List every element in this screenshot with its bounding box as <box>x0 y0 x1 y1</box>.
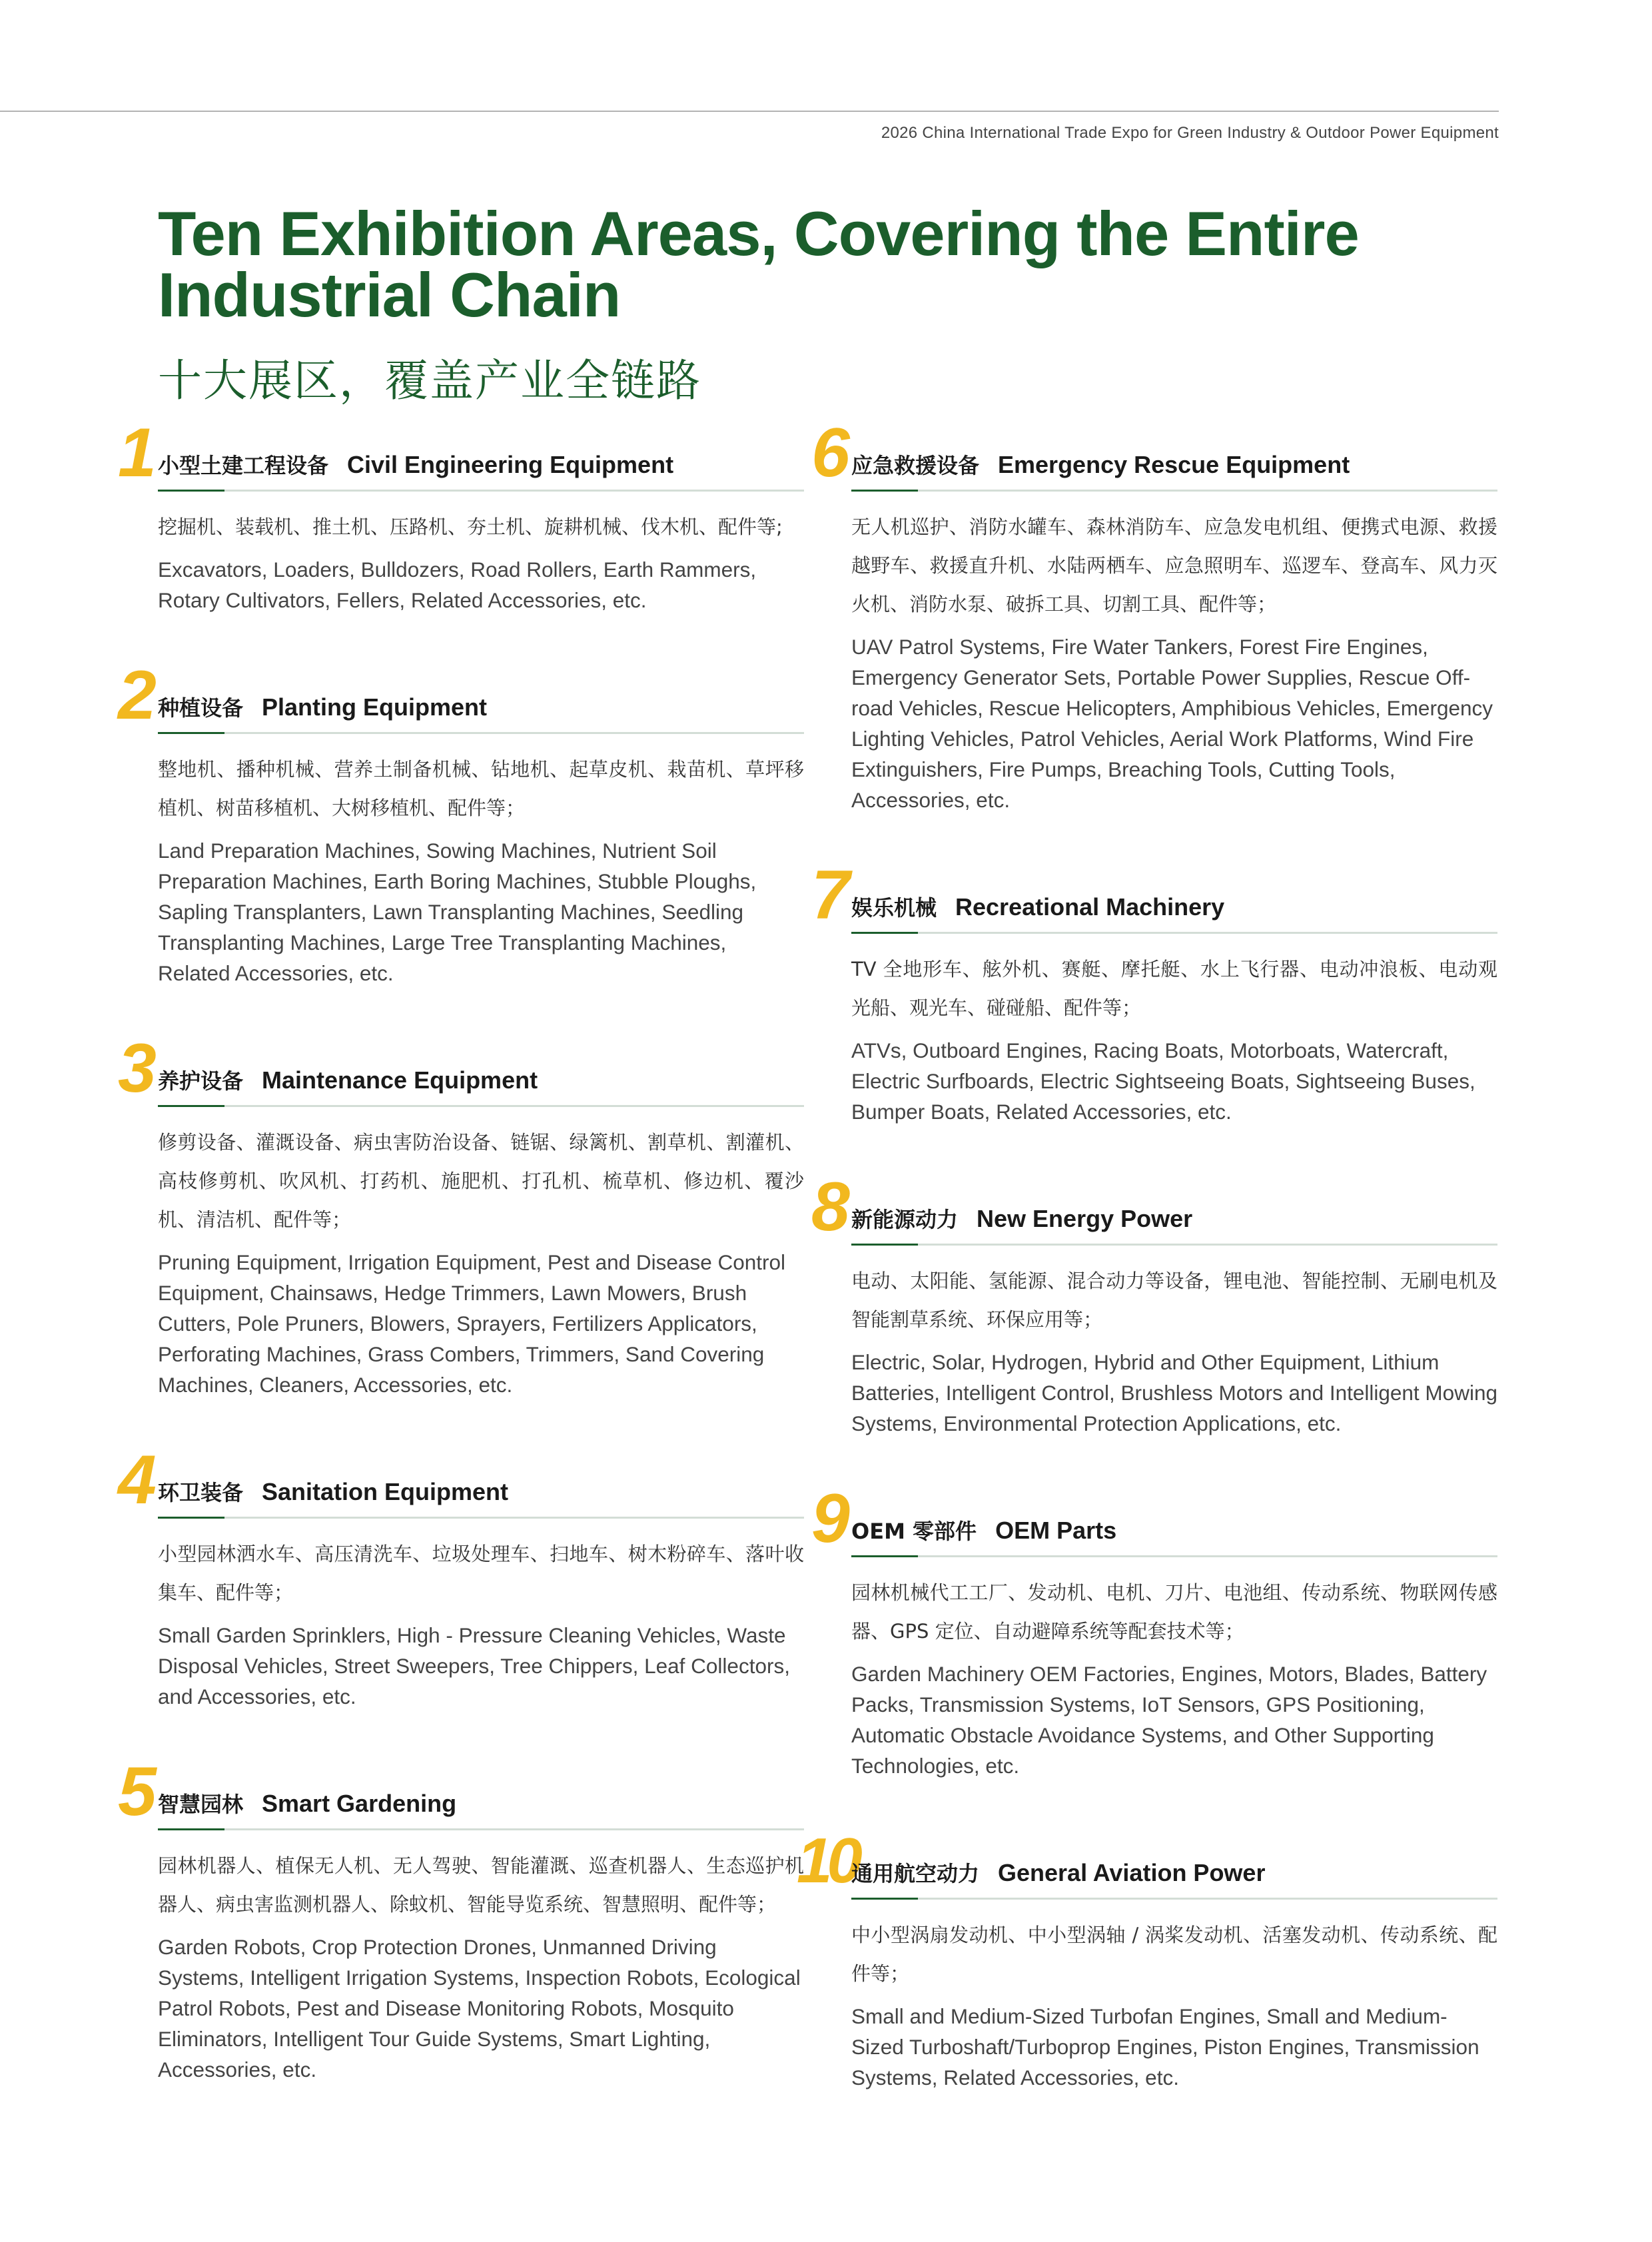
section-heading <box>851 861 1497 923</box>
section-body-en: Garden Robots, Crop Protection Drones, Unmanned Driving Systems, Intelligent Irrigation Systems, Inspection Robots, Ecological Patrol Robots, Pest and Disease Monitoring Robots, Mosquito Eliminators, Intelligent Tour Guide Systems, Smart Lighting, Accessories, etc. <box>158 1935 801 2081</box>
section-body-zh: 修剪设备、灌溉设备、病虫害防治设备、链锯、绿篱机、割草机、割灌机、高枝修剪机、吹风机、打药机、施肥机、打孔机、梳草机、修边机、覆沙机、清洁机、配件等； <box>158 1131 804 1231</box>
section-body-zh: 电动、太阳能、氢能源、混合动力等设备，锂电池、智能控制、无刷电机及智能割草系统、环保应用等； <box>851 1270 1497 1331</box>
section-body-en: Garden Machinery OEM Factories, Engines, Motors, Blades, Battery Packs, Transmission Systems, IoT Sensors, GPS Positioning, Automatic Obstacle Avoidance Systems, and Other Supporting Technologies, etc. <box>851 1662 1487 1778</box>
left-column <box>118 414 804 2130</box>
section-title-zh: 娱乐机械 <box>851 895 937 921</box>
section-rule <box>851 490 1497 492</box>
section-number: 6 <box>811 414 845 492</box>
section-rule <box>851 1898 1497 1900</box>
exhibition-area-7 <box>811 857 1497 1127</box>
section-title-en: Sanitation Equipment <box>262 1478 509 1505</box>
section-title-zh: 小型土建工程设备 <box>158 453 329 478</box>
section-number: 9 <box>811 1480 845 1557</box>
section-body-en: UAV Patrol Systems, Fire Water Tankers, Forest Fire Engines, Emergency Generator Sets, Portable Power Supplies, Rescue Off-road Vehicles, Rescue Helicopters, Amphibious Vehicles, Emergency Lighting Vehicles, Patrol Vehicles, Aerial Work Platforms, Wind Fire Extinguishers, Fire Pumps, Breaching Tools, Cutting Tools, Accessories, etc. <box>851 635 1493 812</box>
section-body-en: Pruning Equipment, Irrigation Equipment, Pest and Disease Control Equipment, Chainsaws, Hedge Trimmers, Lawn Mowers, Brush Cutters, Pole Pruners, Blowers, Sprayers, Fertilizers Applicators, Perforating Machines, Grass Combers, Trimmers, Sand Covering Machines, Cleaners, Accessories, etc. <box>158 1250 786 1397</box>
section-rule <box>158 1105 804 1107</box>
section-body-en: Small Garden Sprinklers, High - Pressure Cleaning Vehicles, Waste Disposal Vehicles, Street Sweepers, Tree Chippers, Leaf Collectors, and Accessories, etc. <box>158 1623 790 1708</box>
section-title-en: Maintenance Equipment <box>262 1066 538 1094</box>
exhibition-area-5 <box>118 1753 804 2085</box>
section-title-zh: 新能源动力 <box>851 1207 959 1232</box>
section-body-zh: 园林机器人、植保无人机、无人驾驶、智能灌溉、巡查机器人、生态巡护机器人、病虫害监测机器人、除蚊机、智能导览系统、智慧照明、配件等； <box>158 1854 804 1916</box>
section-title-zh: 养护设备 <box>158 1068 244 1094</box>
section-body-zh: 小型园林洒水车、高压清洗车、垃圾处理车、扫地车、树木粉碎车、落叶收集车、配件等； <box>158 1543 804 1604</box>
exhibition-area-9 <box>811 1480 1497 1781</box>
section-rule <box>158 1517 804 1519</box>
section-heading <box>158 418 804 480</box>
section-title-zh: OEM 零部件 <box>851 1519 977 1544</box>
exhibition-area-3 <box>118 1030 804 1400</box>
section-title-zh: 通用航空动力 <box>851 1861 980 1886</box>
section-rule <box>158 1828 804 1830</box>
section-heading <box>158 1757 804 1819</box>
header-rule <box>0 111 1499 112</box>
section-title-en: Smart Gardening <box>262 1790 457 1817</box>
section-rule <box>851 1555 1497 1557</box>
section-title-en: New Energy Power <box>977 1205 1193 1232</box>
section-heading <box>851 1826 1497 1888</box>
right-column <box>797 414 1497 2138</box>
section-body-zh: 园林机械代工工厂、发动机、电机、刀片、电池组、传动系统、物联网传感器、GPS 定位、自动避障系统等配套技术等； <box>851 1581 1497 1643</box>
section-title-en: Civil Engineering Equipment <box>347 451 674 478</box>
section-title-en: OEM Parts <box>995 1517 1117 1544</box>
section-body-zh: 无人机巡护、消防水罐车、森林消防车、应急发电机组、便携式电源、救援越野车、救援直升机、水陆两栖车、应急照明车、巡逻车、登高车、风力灭火机、消防水泵、破拆工具、切割工具、配件等； <box>851 516 1497 615</box>
section-number: 5 <box>118 1753 151 1830</box>
exhibition-area-6 <box>811 414 1497 815</box>
section-number: 7 <box>811 857 845 934</box>
section-body-en: Small and Medium-Sized Turbofan Engines, Small and Medium-Sized Turboshaft/Turboprop Engines, Piston Engines, Transmission Systems, Related Accessories, etc. <box>851 2004 1479 2089</box>
section-rule <box>851 1244 1497 1246</box>
section-body-zh: 挖掘机、装载机、推土机、压路机、夯土机、旋耕机械、伐木机、配件等; <box>158 516 783 538</box>
section-heading <box>851 1484 1497 1546</box>
section-number: 1 <box>118 414 151 492</box>
section-heading <box>158 661 804 723</box>
section-body-en: ATVs, Outboard Engines, Racing Boats, Motorboats, Watercraft, Electric Surfboards, Electric Sightseeing Boats, Sightseeing Buses, Bumper Boats, Related Accessories, etc. <box>851 1038 1475 1124</box>
section-rule <box>158 732 804 734</box>
section-body-zh: TV 全地形车、舷外机、赛艇、摩托艇、水上飞行器、电动冲浪板、电动观光船、观光车、碰碰船、配件等； <box>851 958 1497 1019</box>
exhibition-area-2 <box>118 657 804 988</box>
section-heading <box>851 1172 1497 1234</box>
exhibition-area-8 <box>811 1168 1497 1439</box>
section-body-en: Electric, Solar, Hydrogen, Hybrid and Other Equipment, Lithium Batteries, Intelligent Control, Brushless Motors and Intelligent Mowing Systems, Environmental Protection Applications, etc. <box>851 1350 1497 1435</box>
section-rule <box>851 932 1497 934</box>
section-title-zh: 应急救援设备 <box>851 453 980 478</box>
section-title-en: General Aviation Power <box>998 1859 1266 1886</box>
section-number: 10 <box>797 1825 857 1896</box>
exhibition-area-1 <box>118 414 804 615</box>
section-heading <box>851 418 1497 480</box>
section-title-zh: 种植设备 <box>158 695 244 721</box>
section-body-zh: 中小型涡扇发动机、中小型涡轴 / 涡桨发动机、活塞发动机、传动系统、配件等； <box>851 1924 1497 1985</box>
section-heading <box>158 1034 804 1096</box>
section-title-zh: 智慧园林 <box>158 1792 244 1817</box>
page-title: Ten Exhibition Areas, Covering the Entire Industrial Chain <box>158 198 1359 330</box>
section-number: 8 <box>811 1168 845 1246</box>
section-title-en: Planting Equipment <box>262 693 488 721</box>
header-text: 2026 China International Trade Expo for Green Industry & Outdoor Power Equipment <box>881 124 1499 142</box>
section-number: 2 <box>118 657 151 734</box>
exhibition-area-10 <box>797 1825 1497 2093</box>
section-body-en: Excavators, Loaders, Bulldozers, Road Rollers, Earth Rammers, Rotary Cultivators, Fellers, Related Accessories, etc. <box>158 558 757 612</box>
section-heading <box>158 1445 804 1507</box>
section-title-en: Emergency Rescue Equipment <box>998 451 1350 478</box>
section-rule <box>158 490 804 492</box>
page-subtitle: 十大展区，覆盖产业全链路 <box>158 355 701 406</box>
exhibition-area-4 <box>118 1441 804 1712</box>
section-title-zh: 环卫装备 <box>158 1480 244 1505</box>
section-number: 3 <box>118 1030 151 1107</box>
section-number: 4 <box>118 1441 151 1519</box>
section-body-zh: 整地机、播种机械、营养土制备机械、钻地机、起草皮机、栽苗机、草坪移植机、树苗移植机、大树移植机、配件等； <box>158 758 804 819</box>
section-body-en: Land Preparation Machines, Sowing Machines, Nutrient Soil Preparation Machines, Earth Boring Machines, Stubble Ploughs, Sapling Transplanters, Lawn Transplanting Machines, Seedling Transplanting Machines, Large Tree Transplanting Machines, Related Accessories, etc. <box>158 839 757 985</box>
section-title-en: Recreational Machinery <box>955 893 1225 921</box>
